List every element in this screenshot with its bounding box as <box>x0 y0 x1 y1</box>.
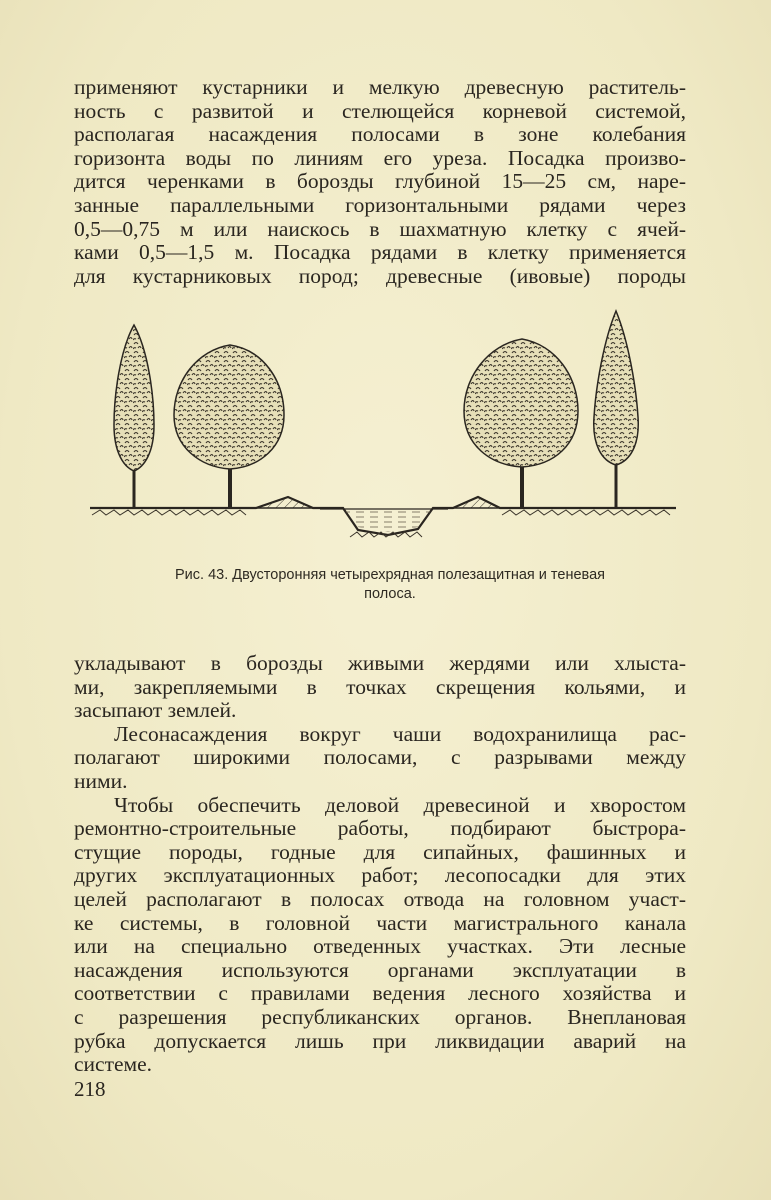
text-line: или на специально отведенных участках. Эти лесные <box>74 934 686 959</box>
text-line: полагают широкими полосами, с разрывами между <box>74 745 686 770</box>
poplar-tree-right <box>594 311 639 508</box>
text-line: горизонта воды по линиям его уреза. Посадка произво- <box>74 145 686 170</box>
text-line: ке системы, в головной части магистрального канала <box>74 910 686 935</box>
paragraph-bottom <box>74 652 686 1077</box>
text-line: занные параллельными горизонтальными рядами через <box>74 192 686 217</box>
text-line: ками 0,5—1,5 м. Посадка рядами в клетку применяется <box>74 240 686 265</box>
text-line: Чтобы обеспечить деловой древесиной и хворостом <box>114 792 686 817</box>
caption-line: полоса. <box>364 586 416 602</box>
round-tree-left <box>174 345 284 508</box>
round-tree-right <box>464 339 578 508</box>
text-line: рубка допускается лишь при ликвидации аварий на <box>74 1028 686 1053</box>
text-line: Лесонасаждения вокруг чаши водохранилища рас- <box>114 721 686 746</box>
text-line: для кустарниковых пород; древесные (ивовые) породы <box>74 263 686 288</box>
text-line: системе. <box>74 1052 153 1077</box>
poplar-tree-left <box>114 325 154 508</box>
text-line: стущие породы, годные для сипайных, фашинных и <box>74 839 686 864</box>
text-line: насаждения используются органами эксплуатации в <box>74 957 686 982</box>
text-line: укладывают в борозды живыми жердями или хлыста- <box>74 651 686 675</box>
paragraph-top <box>74 76 686 288</box>
caption-line: Рис. 43. Двусторонняя четырехрядная полезащитная и теневая <box>175 567 605 583</box>
text-line: других эксплуатационных работ; лесопосадки для этих <box>74 863 686 888</box>
text-line: засыпают землей. <box>74 698 237 723</box>
left-embankment <box>256 497 313 508</box>
page-number: 218 <box>74 1077 106 1101</box>
figure-43-illustration <box>88 305 678 555</box>
text-line: ми, закрепляемыми в точках скрещения кольями, и <box>74 674 686 699</box>
text-line: целей располагают в полосах отвода на головном участ- <box>74 886 686 911</box>
text-line: применяют кустарники и мелкую древесную раститель- <box>74 75 686 99</box>
text-line: 0,5—0,75 м или наискось в шахматную клетку с ячей- <box>74 216 686 241</box>
text-line: ремонтно-строительные работы, подбирают быстрора- <box>74 816 686 841</box>
water-channel <box>313 508 453 532</box>
text-line: ними. <box>74 768 128 793</box>
text-line: дится черенками в борозды глубиной 15—25 см, наре- <box>74 169 686 194</box>
text-line: с разрешения республиканских органов. Внеплановая <box>74 1004 686 1029</box>
text-line: соответствии с правилами ведения лесного хозяйства и <box>74 981 686 1006</box>
text-line: располагая насаждения полосами в зоне колебания <box>74 122 686 147</box>
right-embankment <box>453 497 500 508</box>
figure-caption <box>80 566 700 604</box>
text-line: ность с развитой и стелющейся корневой системой, <box>74 98 686 123</box>
